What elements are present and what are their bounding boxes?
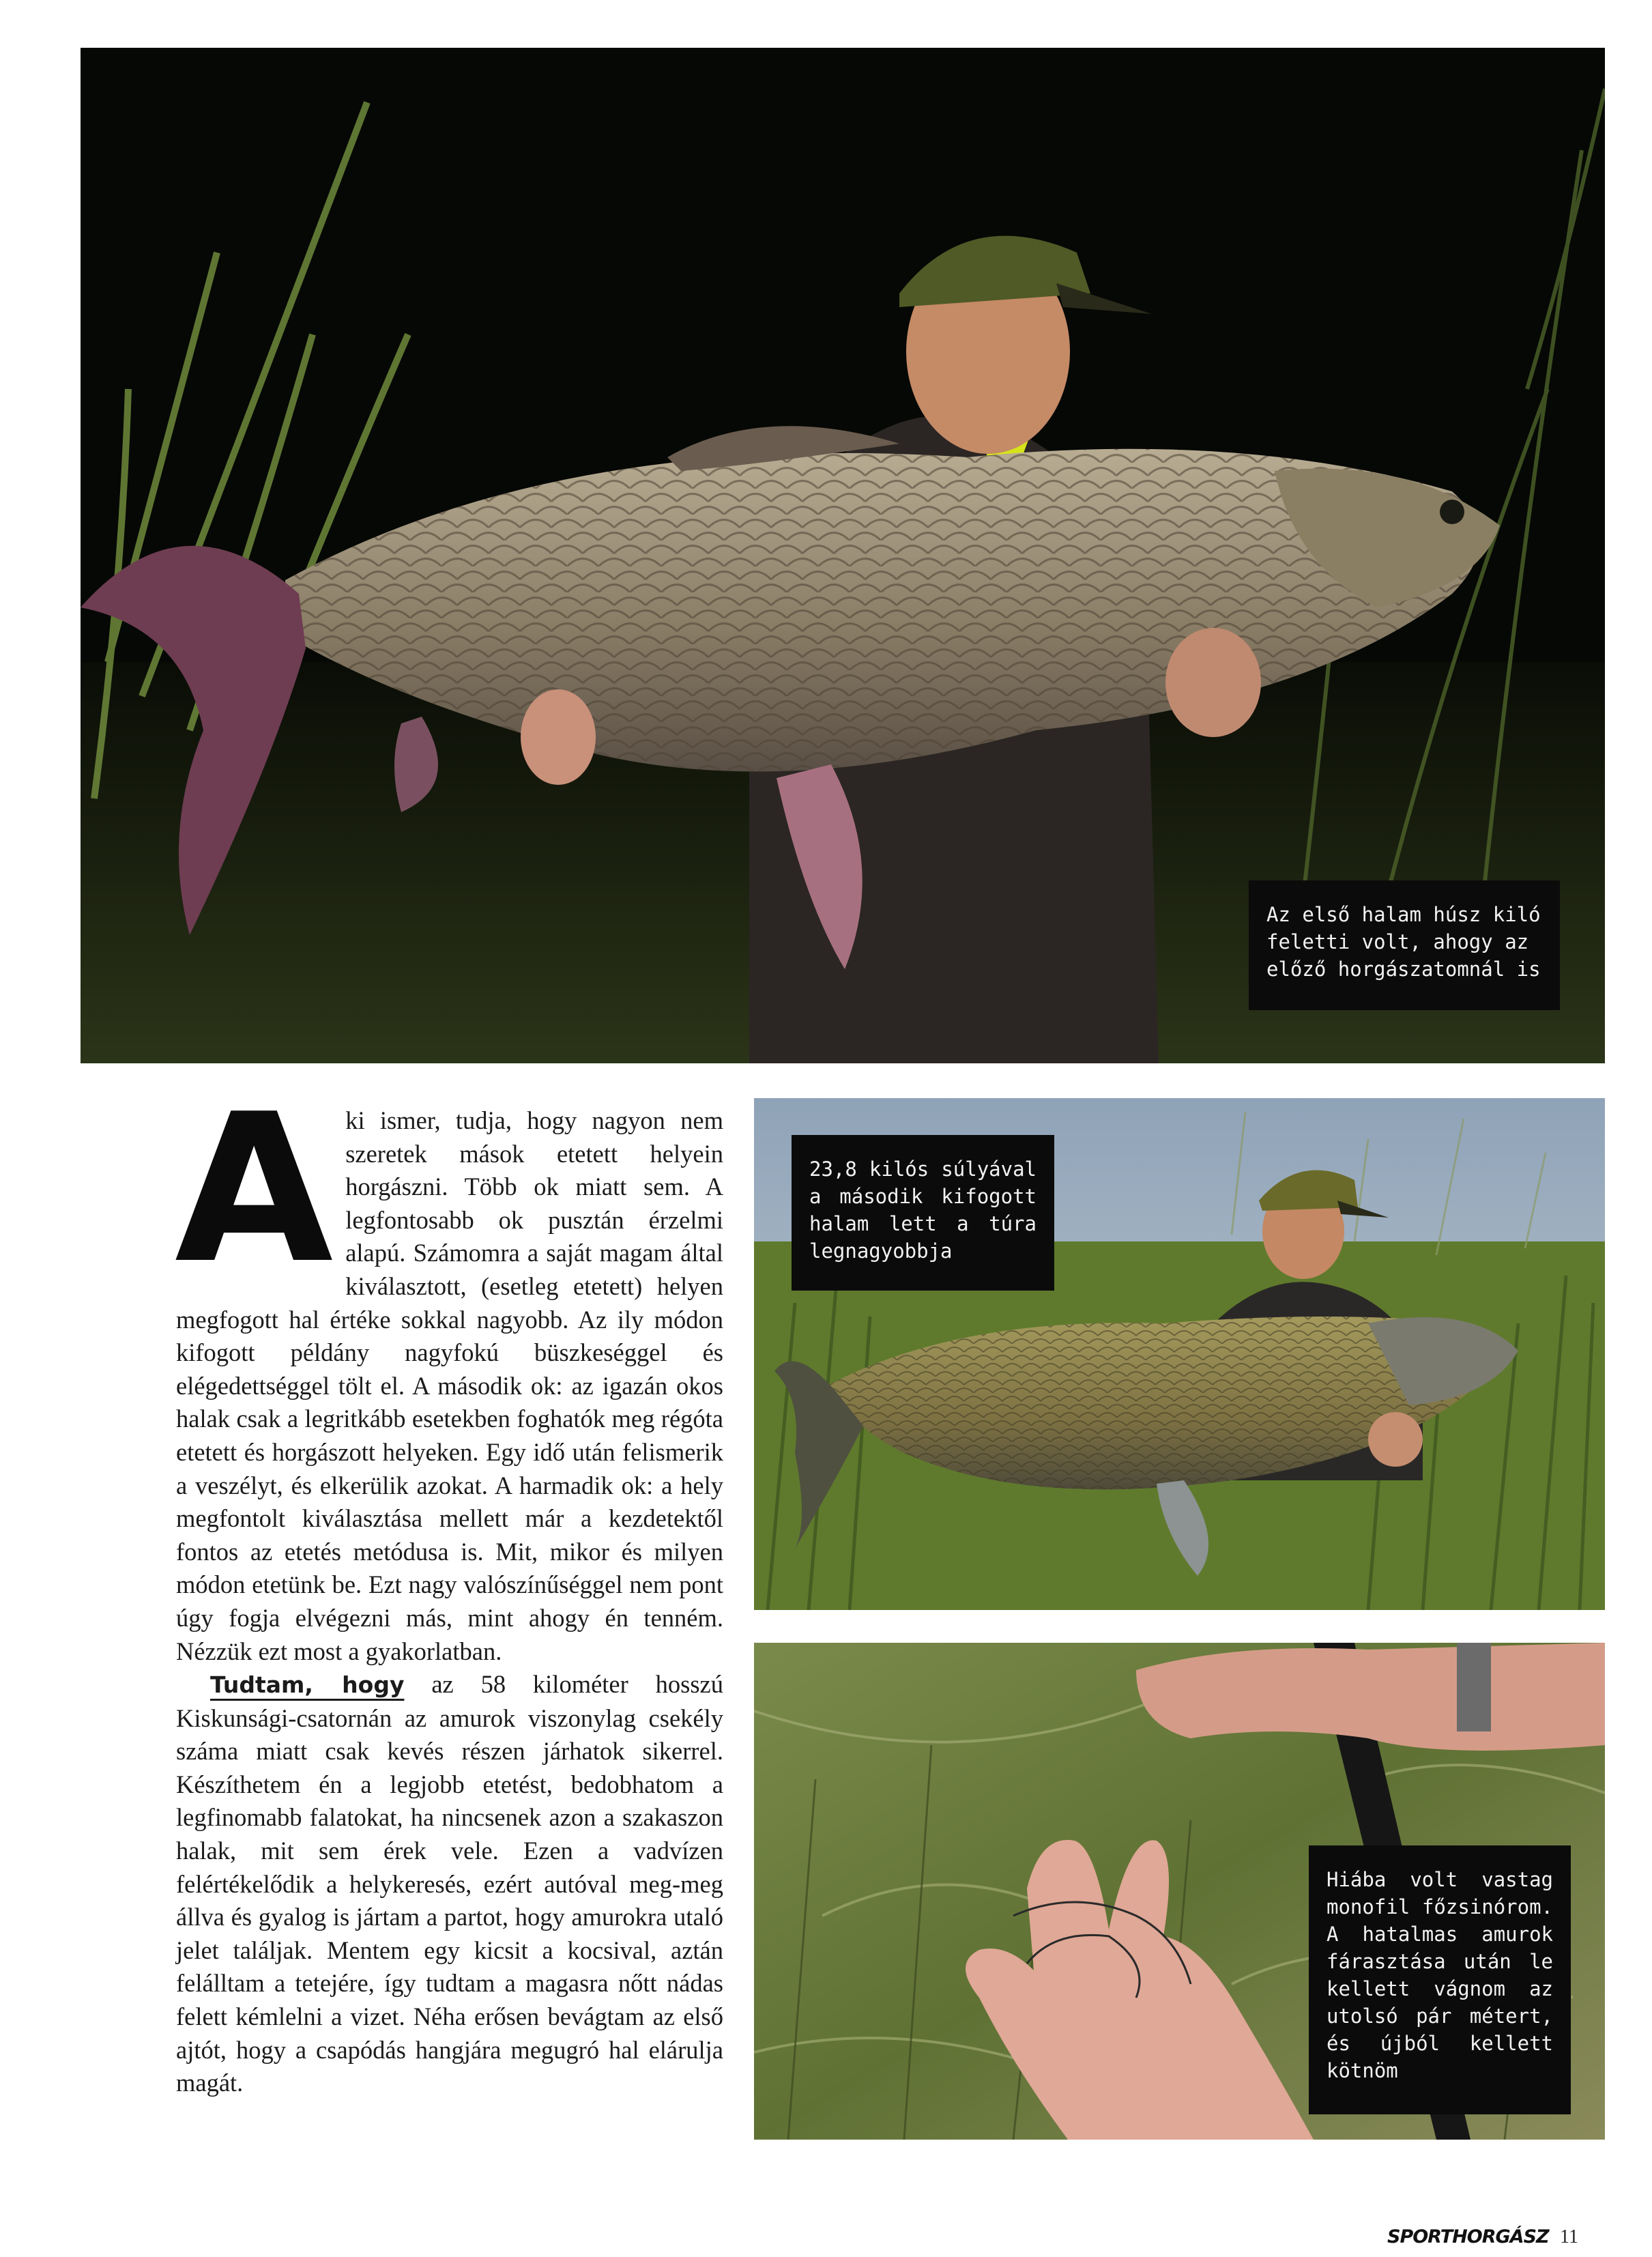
paragraph-1-text: ki ismer, tudja, hogy nagyon nem szeretek mások etetett helyein horgászni. Több ok miatt sem. A legfontosabb ok pusztán érzelmi alapú. Számomra a saját magam által kiválasztott, (esetleg etetett) helyen megfogott hal értéke sokkal nagyobb. Az ily módon kifogott példány nagyfokú büszkeséggel és elégedettséggel tölt el. A második ok: az igazán okos halak csak a legritkább esetekben foghatók meg régóta etetett és horgászott helyeken. Egy idő után felismerik a veszélyt, és elkerülik azokat. A harmadik ok: a hely megfontolt kiválasztása mellett már a kezdetektől fontos az etetés metódusa is. Mit, mikor és milyen módon etetünk be. Ezt nagy valószínűséggel nem pont úgy fogja elvégezni más, mint ahogy én tenném. Nézzük ezt most a gyakorlatban. <box>176 1106 723 1665</box>
middle-photo-caption: 23,8 kilós súlyával a második kifogott halam lett a túra legnagyobbja <box>792 1135 1054 1291</box>
drop-cap: A <box>175 1070 328 1308</box>
article-paragraph-1 <box>175 1070 723 1668</box>
hero-photo-caption: Az első halam húsz kiló feletti volt, ahogy az előző horgászatomnál is <box>1249 880 1560 1010</box>
paragraph-2-lead: Tudtam, hogy <box>210 1671 405 1699</box>
article-paragraph-2 <box>176 1668 723 2100</box>
bottom-photo-caption: Hiába volt vastag monofil főzsinórom. A hatalmas amurok fárasztása után le kellett vágnom az utolsó pár métert, és újból kellett kötnöm <box>1309 1845 1571 2114</box>
magazine-brand: SPORTHORGÁSZ <box>1387 2226 1549 2247</box>
page-number: 11 <box>1560 2226 1578 2247</box>
article-body <box>175 1070 723 2100</box>
paragraph-2-text: az 58 kilométer hosszú Kiskunsági-csatornán az amurok viszonylag csekély száma miatt csak kevés részen járhatok sikerrel. Készíthetem én a legjobb etetést, bedobhatom a legfinomabb falatokat, ha nincsenek azon a szakaszon halak, mit sem érek vele. Ezen a vadvízen felértékelődik a helykeresés, ezért autóval meg-meg állva és gyalog is jártam a partot, hogy amurokra utaló jelet találjak. Mentem egy kicsit a kocsival, aztán felálltam a tetejére, így tudtam a magasra nőtt nádas felett kémlelni a vizet. Néha erősen bevágtam az első ajtót, hogy a csapódás hangjára megugró hal elárulja magát. <box>176 1670 723 2097</box>
